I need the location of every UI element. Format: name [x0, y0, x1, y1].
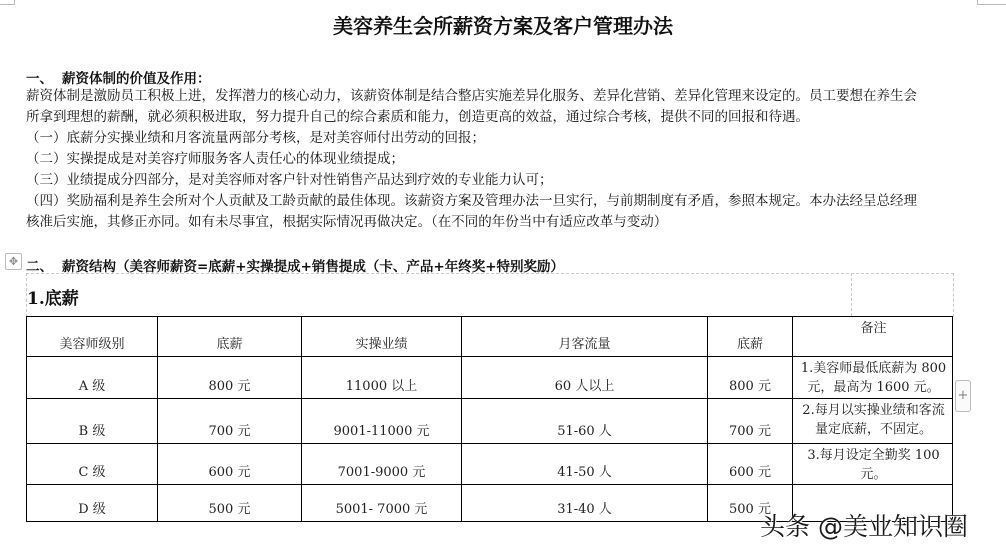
cell-base2: 700 元	[708, 399, 793, 444]
cell-note: 1.美容师最低底薪为 800 元，最高为 1600 元。	[793, 357, 953, 399]
add-row-button[interactable]: +	[955, 380, 971, 412]
table-row	[27, 399, 953, 444]
cell-level: B 级	[27, 399, 158, 444]
section1-body	[26, 86, 966, 233]
cell-level: D 级	[27, 485, 158, 522]
header-performance: 实操业绩	[302, 317, 462, 357]
section2-title: 薪资结构（美容师薪资=底薪+实操提成+销售提成（卡、产品+年终奖+特别奖励）	[62, 259, 565, 275]
paragraph-line: 核准后实施，其修正亦同。如有未尽事宜，根据实际情况再做决定。（在不同的年份当中有适应改革与变动）	[26, 214, 668, 230]
section1-title: 薪资体制的价值及作用：	[62, 71, 211, 87]
cell-base: 800 元	[158, 357, 302, 399]
paragraph-line: （四）奖励福利是养生会所对个人贡献及工龄贡献的最佳体现。该薪资方案及管理办法一旦实行，与前期制度有矛盾，参照本规定。本办法经呈总经理	[26, 193, 917, 209]
table-row	[27, 357, 953, 399]
page-corner-mark-left	[0, 0, 15, 5]
cell-traffic: 41-50 人	[462, 444, 708, 485]
header-base2: 底薪	[708, 317, 793, 357]
cell-performance: 5001- 7000 元	[302, 485, 462, 522]
page-corner-mark-right	[977, 0, 1006, 5]
table-row	[27, 444, 953, 485]
cell-base2: 500 元	[708, 485, 793, 522]
paragraph-line: （三）业绩提成分四部分，是对美容师对客户针对性销售产品达到疗效的专业能力认可；	[26, 172, 553, 188]
cell-base2: 600 元	[708, 444, 793, 485]
cell-base: 700 元	[158, 399, 302, 444]
base-salary-table	[26, 316, 953, 522]
cell-traffic: 60 人以上	[462, 357, 708, 399]
cell-base: 500 元	[158, 485, 302, 522]
section1-heading	[26, 67, 211, 87]
cell-traffic: 31-40 人	[462, 485, 708, 522]
table-gridline-top	[26, 273, 954, 317]
cell-performance: 11000 以上	[302, 357, 462, 399]
paragraph-line: （一）底薪分实操业绩和月客流量两部分考核，是对美容师付出劳动的回报；	[26, 130, 485, 146]
watermark: 头条 @美业知识圈	[760, 512, 968, 541]
paragraph-line: 所拿到理想的薪酬，就必须积极进取，努力提升自己的综合素质和能力，创造更高的效益，通过综合考核，提供不同的回报和待遇。	[26, 109, 809, 125]
table-header-row	[27, 317, 953, 357]
section1-number: 一、	[26, 71, 53, 87]
table-gridline-col	[851, 273, 852, 316]
subsection-title: 1.底薪	[27, 289, 79, 309]
cell-level: C 级	[27, 444, 158, 485]
cell-note: 2.每月以实操业绩和客流量定底薪，不固定。	[793, 399, 953, 444]
cell-performance: 9001-11000 元	[302, 399, 462, 444]
cell-base: 600 元	[158, 444, 302, 485]
header-traffic: 月客流量	[462, 317, 708, 357]
document-title: 美容养生会所薪资方案及客户管理办法	[333, 14, 673, 38]
paragraph-line: 薪资体制是激励员工积极上进，发挥潜力的核心动力，该薪资体制是结合整店实施差异化服务、差异化营销、差异化管理来设定的。员工要想在养生会	[26, 88, 917, 104]
cell-level: A 级	[27, 357, 158, 399]
cell-base2: 800 元	[708, 357, 793, 399]
cell-note: 3.每月设定全勤奖 100 元。	[793, 444, 953, 485]
section2-heading	[26, 255, 564, 275]
header-level: 美容师级别	[27, 317, 158, 357]
cell-performance: 7001-9000 元	[302, 444, 462, 485]
header-note: 备注	[793, 317, 953, 357]
section2-number: 二、	[26, 259, 53, 275]
cell-traffic: 51-60 人	[462, 399, 708, 444]
table-move-handle-icon[interactable]: ✥	[5, 253, 22, 270]
paragraph-line: （二）实操提成是对美容疗师服务客人责任心的体现业绩提成；	[26, 151, 404, 167]
header-base: 底薪	[158, 317, 302, 357]
